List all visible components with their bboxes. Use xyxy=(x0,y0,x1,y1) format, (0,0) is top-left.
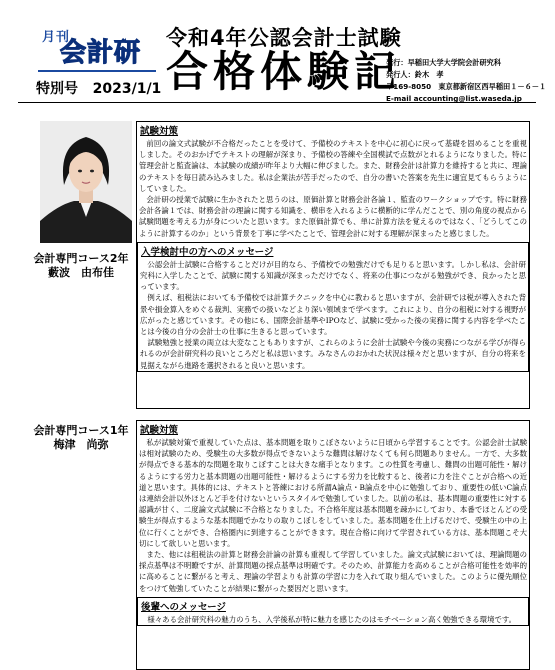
article2-section1-title: 試験対策 xyxy=(140,425,179,436)
article2-para: また、他には租税法の計算と財務会計論の計算も重視して学習していました。論文式試験においては、理論問題の採点基準は不明瞭ですが、計算問題の採点基準は明確です。そのため、計算能力を高めることが合格可能性を効率的に高めることに繋がると考え、理論の学習よりも計算の学習に力を入れて取り組んでいました。このように優先順位をつけて勉強していたことが結果に繋がった要因だと思います。 xyxy=(139,550,527,593)
article-1 xyxy=(136,121,530,409)
masthead xyxy=(0,0,555,104)
logo-small-text: 月刊 xyxy=(42,30,71,45)
article-2 xyxy=(136,420,530,670)
colophon xyxy=(386,57,546,105)
logo-underline xyxy=(38,70,156,72)
colophon-publisher: 発行：早稲田大学大学院会計研究科 xyxy=(386,58,502,67)
colophon-address: 〒169-8050 東京都新宿区西早稲田１－６－１ xyxy=(386,82,547,91)
article1-message-box xyxy=(137,242,529,372)
author1-name: 藪波 由布佳 xyxy=(48,266,114,279)
headline-top: 令和4年公認会計士試験 xyxy=(166,26,402,50)
article1-para: 前回の論文式試験が不合格だったことを受けて、予備校のテキストを中心に初心に戻って基礎を固めることを重視しました。そのおかげでテキストの理解が深まり、予備校の答練や全国模試で点数がとれるようになりました。特に管理会計と監査論は、本試験の成績が昨年より大幅に伸びました。また、財務会計は計算力を維持すると共に、理論のテキストを毎日読み込みました。私は企業法が苦手だったので、自分の書いた答案を先生に適宜見てもらうようにしていました。 xyxy=(139,139,527,193)
headline-main: 合格体験記 xyxy=(166,47,402,96)
masthead-divider xyxy=(18,102,536,103)
author-photo xyxy=(40,121,132,243)
article1-section2-title: 入学検討中の方へのメッセージ xyxy=(141,246,274,258)
issue-label: 特別号 xyxy=(36,81,78,97)
author2-course: 会計専門コース1年 xyxy=(33,424,129,437)
colophon-editor: 発行人：鈴木 孝 xyxy=(386,70,444,79)
article2-section2-title: 後輩へのメッセージ xyxy=(141,601,226,613)
issue-info xyxy=(36,78,161,98)
article2-para: 私が試験対策で重視していた点は、基本問題を取りこぼさないように日頃から学習することです。公認会計士試験は相対試験のため、受験生の大多数が得点できないような難問は解けなくても何ら問題ありません。一方で、大多数が得点できる基本的な問題を取りこぼすことは大きな痛手となります。この性質を考慮し、難問の出題可能性・解けるようにする労力と基本問題の出題可能性・解けるようにする労力を比較すると、後者に力を注ぐことが合格への近道と思います。具体的には、テキストと答練における所謂A論点・B論点を中心に勉強しており、重要性の低いC論点は連結会計以外ほとんど手を付けないというスタイルで勉強していました。以前の私は、基本問題の重要性に対する認識が甘く、二度論文式試験に不合格となりました。不合格年度は基本問題を疎かにしており、本番でほとんどの受験生が得点するような基本問題でかなりの取りこぼしをしていました。基本問題を仕上げるだけで、受験生の中の上位に行くことができ、合格圏内に到達することができます。現在合格に向けて学習されている方は、基本問題こそ大切にして欲しいと思います。 xyxy=(139,438,527,548)
article1-section1-title: 試験対策 xyxy=(140,126,179,137)
issue-date: 2023/1/1 xyxy=(92,81,162,97)
author2-caption xyxy=(22,424,140,452)
colophon-email: E-mail accounting@list.waseda.jp xyxy=(386,94,522,103)
author1-caption xyxy=(22,252,140,280)
article2-message-para: 様々ある会計研究科の魅力のうち、入学後私が特に魅力を感じたのはモチベーション高く勉強できる環境です。 xyxy=(147,614,517,624)
author1-course: 会計専門コース2年 xyxy=(33,252,129,265)
newsletter-logo: 会計研 xyxy=(60,38,142,68)
article1-message-para: 試験勉強と授業の両立は大変なこともありますが、これらのように会計士試験や今後の実務につながる学びが得られるのが会計研究科の良いところだと私は思います。みなさんのおかれた状況は様々だと思いますが、自分の将来を見据えながら進路を選択されると良いと思います。 xyxy=(140,338,526,370)
article1-message-para: 公認会計士試験に合格することだけが目的なら、予備校での勉強だけでも足りると思います。しかし私は、会計研究科に入学したことで、試験に関する知識が深まっただけでなく、将来の仕事につながる勉強ができ、良かったと思っています。 xyxy=(140,259,526,292)
article2-message-box xyxy=(137,597,529,626)
article1-para: 会計研の授業で試験に生かされたと思うのは、原価計算と財務会計各論１、監査のワークショップです。特に財務会計各論１では、財務会計の理論に関する知識を、横串を入れるように横断的に学んだことで、別の角度の視点から試験問題を考える力が身についたと思います。また原価計算でも、単に計算方法を覚えるのではなく、「どうしてこのように計算するのか」という背景を丁寧に学べたことで、管理会計に対する理解が深まったと感じました。 xyxy=(139,195,527,238)
article1-message-para: 例えば、租税法においても予備校では計算テクニックを中心に教わると思いますが、会計研では税が導入された背景や損金算入をめぐる裁判、実務での扱いなどより深い領域まで学べます。これにより、自分の租税に対する視野が広がったと感じています。その他にも、国際会計基準やIPOなど、試験に受かった後の実務に関する内容を学べたことは今後の自分の会計士の仕事に生きると思っています。 xyxy=(140,293,526,337)
author2-name: 梅津 尚弥 xyxy=(53,438,109,451)
